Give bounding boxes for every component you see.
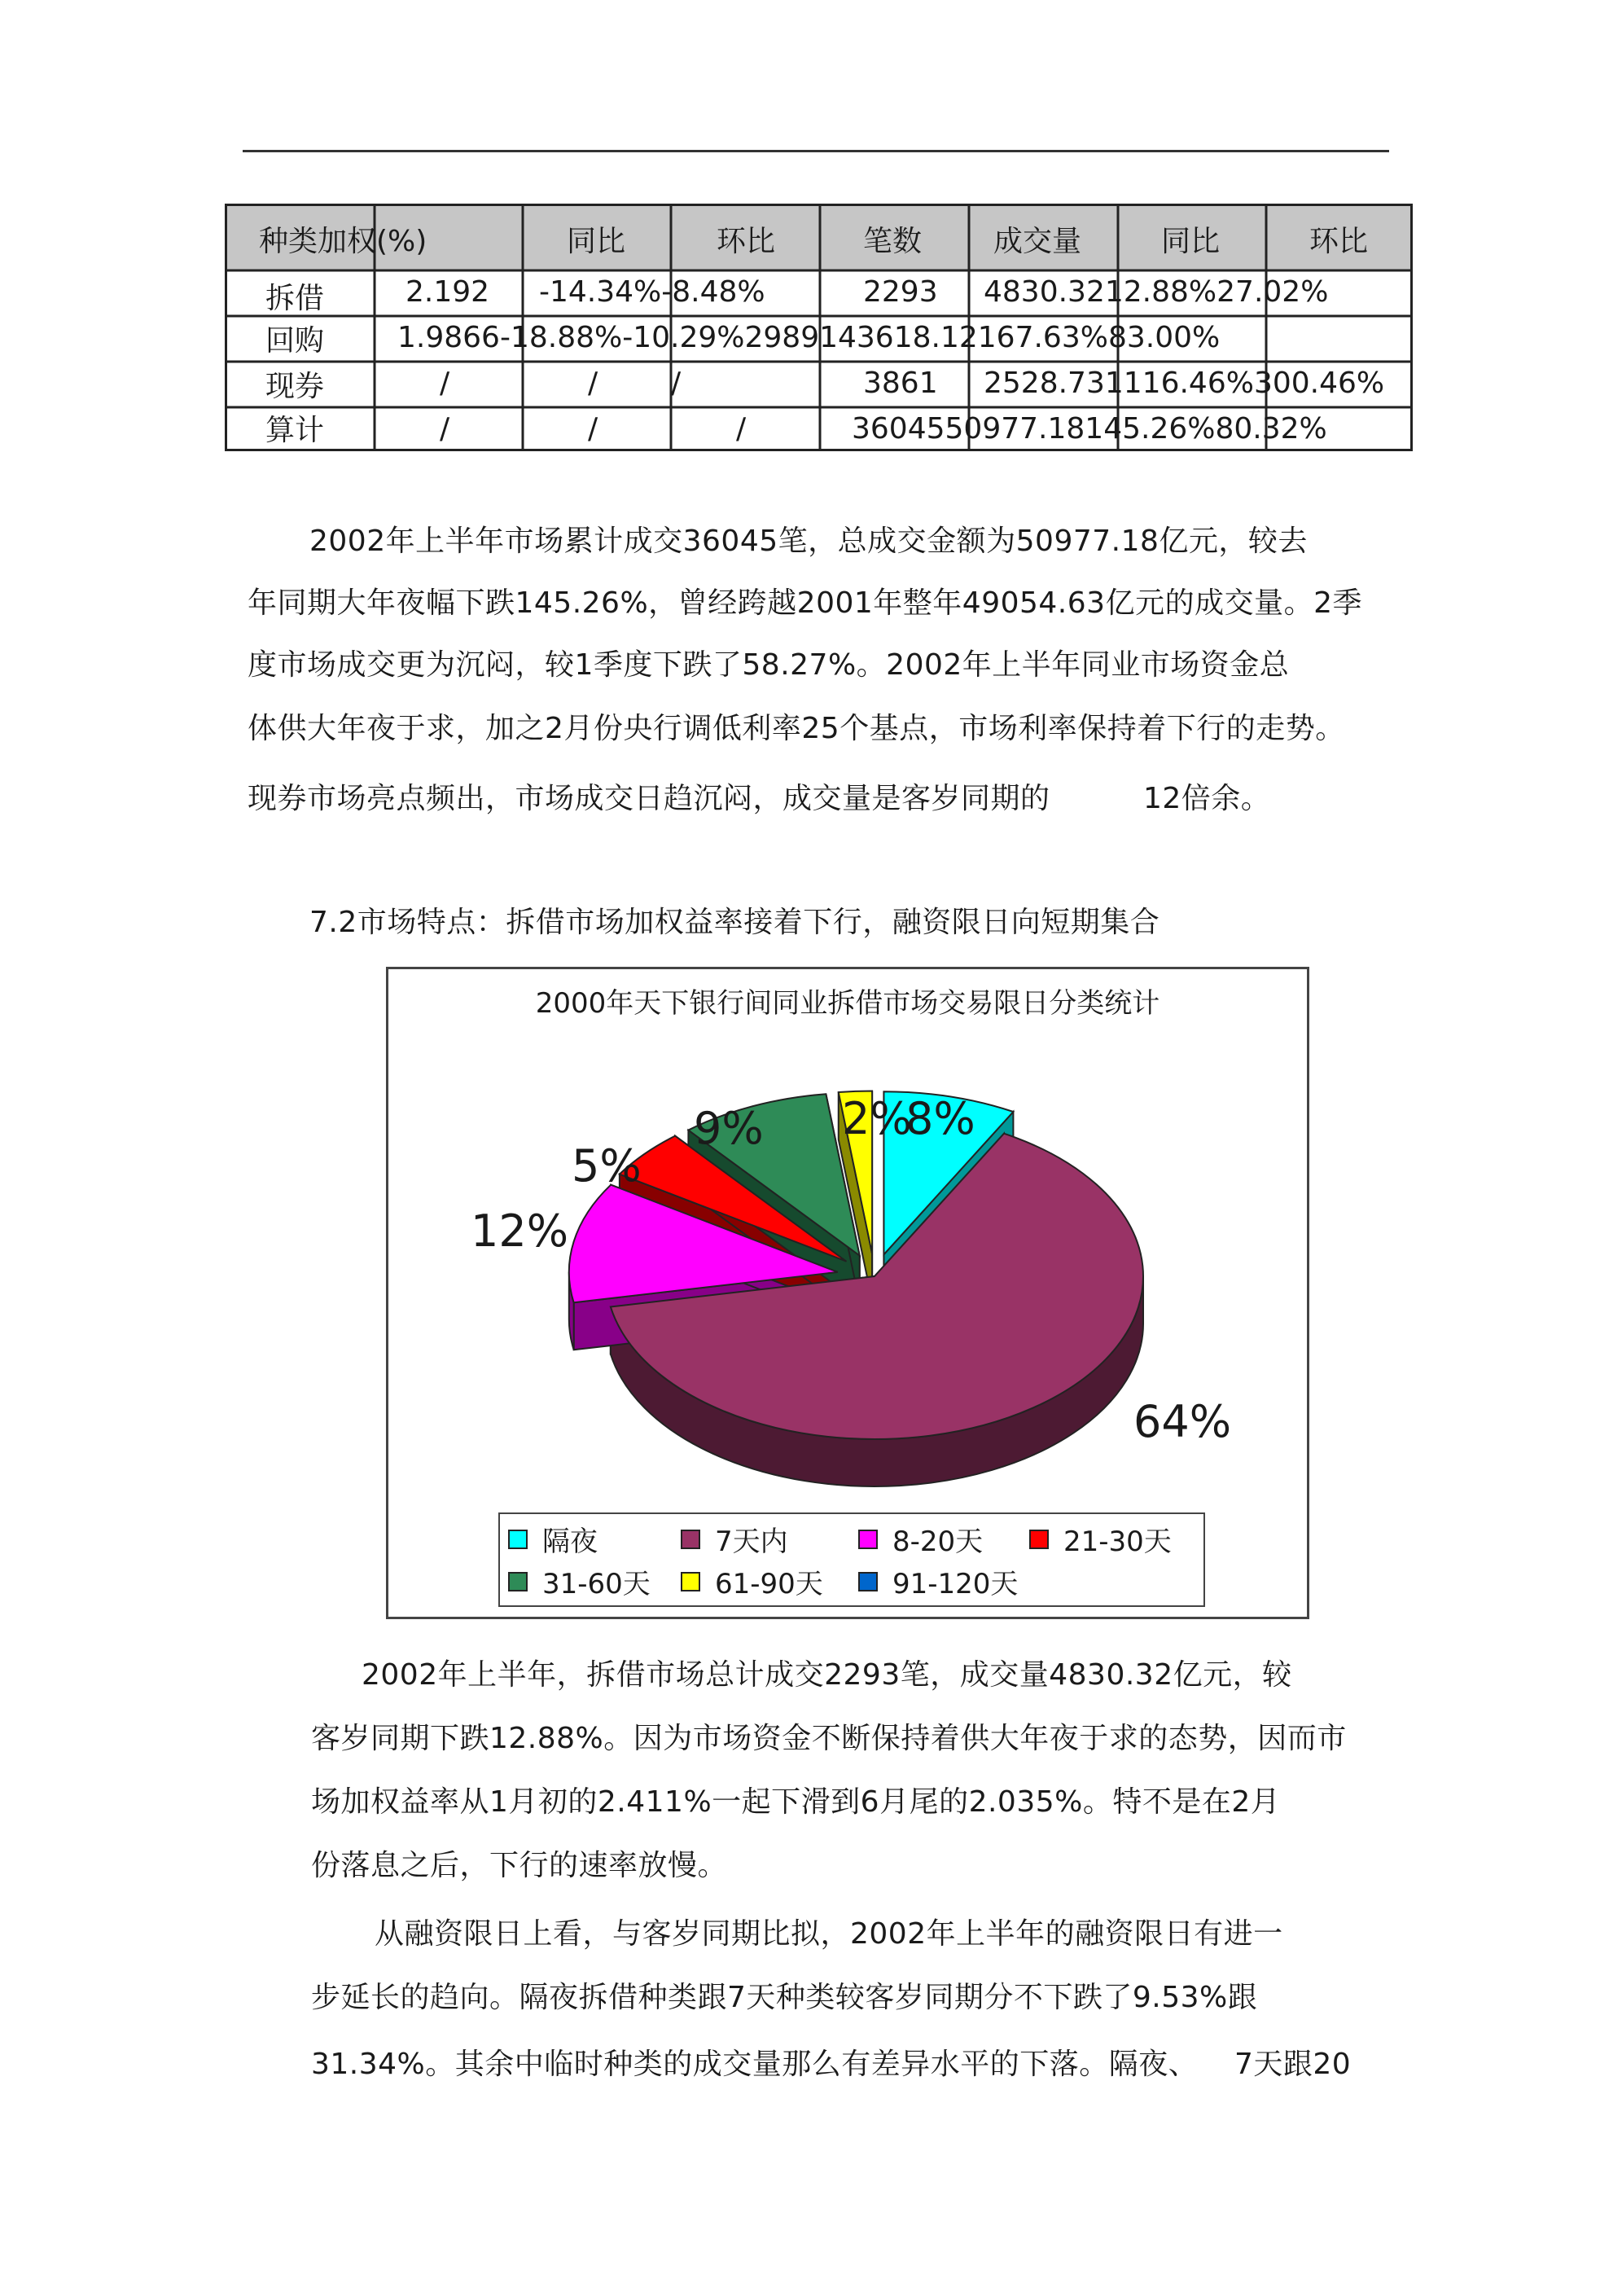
- legend-swatch: [681, 1572, 700, 1591]
- header-count: 笔数: [863, 225, 923, 258]
- paragraph-line: 年同期大年夜幅下跌145.26%，曾经跨越2001年整年49054.63亿元的成交量。2季: [248, 586, 1362, 620]
- table-cell: 2528.731116.46%300.46%: [984, 367, 1385, 400]
- legend-label: 21-30天: [1063, 1526, 1172, 1558]
- legend-item: [858, 1519, 983, 1559]
- table-cell: /: [588, 367, 598, 400]
- legend-item: [858, 1561, 1018, 1601]
- header-mom-2: 环比: [1309, 225, 1369, 258]
- table-cell: 2293: [863, 275, 938, 309]
- section-heading: 7.2市场特点：拆借市场加权益率接着下行，融资限日向短期集合: [309, 906, 1160, 939]
- paragraph-line: 现券市场亮点频出，市场成交日趋沉闷，成交量是客岁同期的: [248, 782, 1050, 815]
- row-label: 算计: [265, 414, 325, 447]
- table-cell: 3861: [863, 367, 938, 400]
- pie-label-8-20: 12%: [471, 1205, 569, 1257]
- header-yoy: 同比: [567, 225, 626, 258]
- row-label: 现券: [265, 370, 325, 403]
- pie-label-7day: 64%: [1133, 1396, 1232, 1447]
- header-rate: 种类加权(%): [259, 225, 427, 258]
- legend-label: 31-60天: [542, 1568, 651, 1600]
- pie-label-overnight: 8%: [905, 1093, 975, 1144]
- legend-item: [508, 1519, 598, 1559]
- table-cell: 1.9866-18.88%-10.29%2989143618.12167.63%83.00%: [397, 321, 1221, 354]
- pie-label-21-30: 5%: [572, 1140, 642, 1192]
- legend-label: 8-20天: [892, 1526, 984, 1558]
- row-label: 回购: [265, 324, 325, 358]
- pie-label-31-60: 9%: [694, 1103, 764, 1154]
- legend-label: 61-90天: [715, 1568, 823, 1600]
- legend-swatch: [1029, 1530, 1049, 1549]
- paragraph-line: 2002年上半年，拆借市场总计成交2293笔，成交量4830.32亿元，较: [362, 1658, 1292, 1692]
- table-cell: 3604550977.18145.26%80.32%: [852, 412, 1327, 446]
- table-cell: /: [588, 412, 598, 446]
- chart-legend: [498, 1512, 1205, 1607]
- legend-item: [508, 1561, 651, 1601]
- paragraph-line: 份落息之后，下行的速率放慢。: [311, 1849, 728, 1882]
- header-yoy-2: 同比: [1161, 225, 1221, 258]
- header-rule: [243, 150, 1389, 152]
- legend-swatch: [858, 1572, 878, 1591]
- table-cell: /: [440, 367, 450, 400]
- legend-swatch: [858, 1530, 878, 1549]
- paragraph-line: 12倍余。: [1143, 782, 1271, 815]
- pie-label-61-90: 2%: [842, 1093, 912, 1144]
- paragraph-line: 步延长的趋向。隔夜拆借种类跟7天种类较客岁同期分不下跌了9.53%跟: [311, 1981, 1258, 2014]
- table-cell: /: [440, 412, 450, 446]
- header-mom: 环比: [717, 225, 776, 258]
- table-cell: 4830.3212.88%27.02%: [984, 275, 1329, 309]
- legend-item: [681, 1561, 823, 1601]
- table-cell: 2.192: [406, 275, 490, 309]
- paragraph-line: 31.34%。其余中临时种类的成交量那么有差异水平的下落。隔夜、: [311, 2048, 1199, 2081]
- paragraph-line: 7天跟20: [1234, 2048, 1352, 2081]
- summary-table: [225, 204, 1413, 451]
- legend-swatch: [508, 1572, 528, 1591]
- legend-item: [681, 1519, 788, 1559]
- paragraph-line: 从融资限日上看，与客岁同期比拟，2002年上半年的融资限日有进一: [375, 1917, 1283, 1951]
- legend-label: 91-120天: [892, 1568, 1019, 1600]
- table-cell: -14.34%-8.48%: [539, 275, 765, 309]
- legend-swatch: [508, 1530, 528, 1549]
- paragraph-line: 度市场成交更为沉闷，较1季度下跌了58.27%。2002年上半年同业市场资金总: [248, 648, 1290, 682]
- header-volume: 成交量: [993, 225, 1082, 258]
- paragraph-line: 体供大年夜于求，加之2月份央行调低利率25个基点，市场利率保持着下行的走势。: [248, 712, 1345, 745]
- row-label: 拆借: [265, 282, 325, 315]
- chart-title: 2000年天下银行间同业拆借市场交易限日分类统计: [535, 987, 1160, 1020]
- table-cell: /: [736, 412, 747, 446]
- paragraph-line: 场加权益率从1月初的2.411%一起下滑到6月尾的2.035%。特不是在2月: [311, 1785, 1281, 1819]
- legend-swatch: [681, 1530, 700, 1549]
- paragraph-line: 2002年上半年市场累计成交36045笔，总成交金额为50977.18亿元，较去: [309, 525, 1308, 558]
- legend-item: [1029, 1519, 1172, 1559]
- legend-label: 隔夜: [542, 1526, 598, 1558]
- table-cell: /: [671, 367, 682, 400]
- paragraph-line: 客岁同期下跌12.88%。因为市场资金不断保持着供大年夜于求的态势，因而市: [311, 1722, 1347, 1755]
- legend-label: 7天内: [715, 1526, 788, 1558]
